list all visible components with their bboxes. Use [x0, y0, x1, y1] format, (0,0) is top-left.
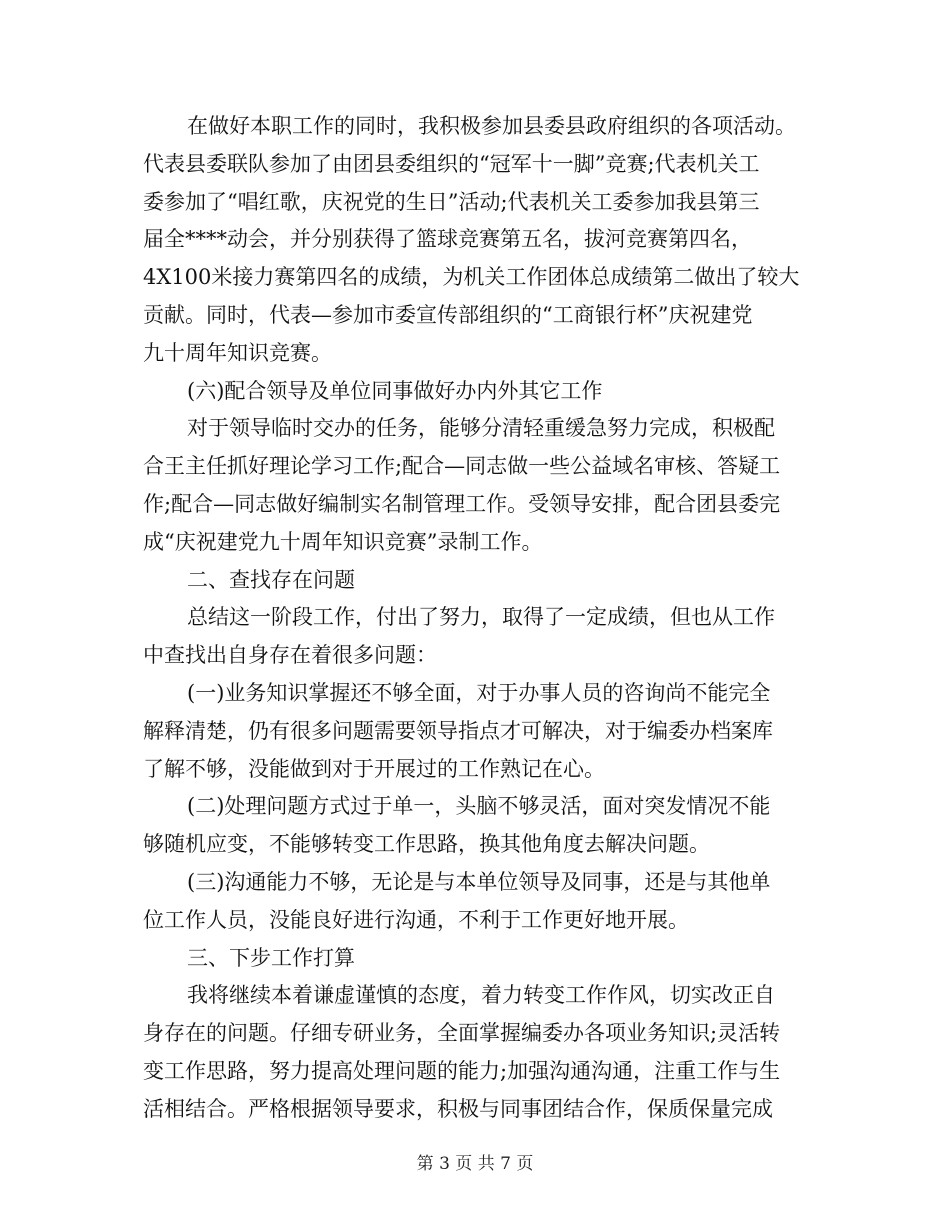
- page-number: 第 3 页 共 7 页: [416, 1154, 534, 1174]
- text-line: 了解不够，没能做到对于开展过的工作熟记在心。: [143, 756, 605, 781]
- text-line: 对于领导临时交办的任务，能够分清轻重缓急努力完成，积极配: [187, 416, 775, 441]
- text-line: (三)沟通能力不够，无论是与本单位领导及同事，还是与其他单: [187, 869, 771, 894]
- text-line: 委参加了“唱红歌，庆祝党的生日”活动;代表机关工委参加我县第三: [143, 189, 760, 214]
- text-line: 够随机应变，不能够转变工作思路，换其他角度去解决问题。: [143, 832, 710, 857]
- section-heading: (六)配合领导及单位同事做好办内外其它工作: [187, 378, 603, 403]
- section-heading: 三、下步工作打算: [187, 945, 355, 970]
- text-line: 我将继续本着谦虚谨慎的态度，着力转变工作作风，切实改正自: [187, 983, 775, 1008]
- section-heading: 二、查找存在问题: [187, 567, 355, 592]
- text-line: 成“庆祝建党九十周年知识竞赛”录制工作。: [143, 529, 543, 554]
- text-line: 贡献。同时，代表—参加市委宣传部组织的“工商银行杯”庆祝建党: [143, 302, 753, 327]
- text-line: 变工作思路，努力提高处理问题的能力;加强沟通沟通，注重工作与生: [143, 1058, 781, 1083]
- text-line: 合王主任抓好理论学习工作;配合—同志做一些公益域名审核、答疑工: [143, 454, 781, 479]
- text-line: 总结这一阶段工作，付出了努力，取得了一定成绩，但也从工作: [187, 605, 775, 630]
- document-body: [143, 108, 803, 1129]
- text-line: 在做好本职工作的同时，我积极参加县委县政府组织的各项活动。: [187, 114, 796, 138]
- text-line: 中查找出自身存在着很多问题：: [143, 643, 437, 668]
- text-line: 4X100米接力赛第四名的成绩，为机关工作团体总成绩第二做出了较大: [143, 265, 800, 290]
- text-line: 身存在的问题。仔细专研业务，全面掌握编委办各项业务知识;灵活转: [143, 1021, 781, 1046]
- text-line: 作;配合—同志做好编制实名制管理工作。受领导安排，配合团县委完: [143, 491, 781, 516]
- text-line: (一)业务知识掌握还不够全面，对于办事人员的咨询尚不能完全: [187, 680, 771, 705]
- text-line: 位工作人员，没能良好进行沟通，不利于工作更好地开展。: [143, 907, 689, 932]
- text-line: (二)处理问题方式过于单一，头脑不够灵活，面对突发情况不能: [187, 794, 771, 819]
- text-line: 九十周年知识竞赛。: [143, 340, 332, 365]
- text-line: 代表县委联队参加了由团县委组织的“冠军十一脚”竞赛;代表机关工: [143, 151, 760, 176]
- text-line: 活相结合。严格根据领导要求，积极与同事团结合作，保质保量完成: [143, 1096, 773, 1121]
- text-line: 届全****动会，并分别获得了篮球竞赛第五名，拔河竞赛第四名，: [143, 227, 752, 252]
- text-line: 解释清楚，仍有很多问题需要领导指点才可解决，对于编委办档案库: [143, 718, 773, 743]
